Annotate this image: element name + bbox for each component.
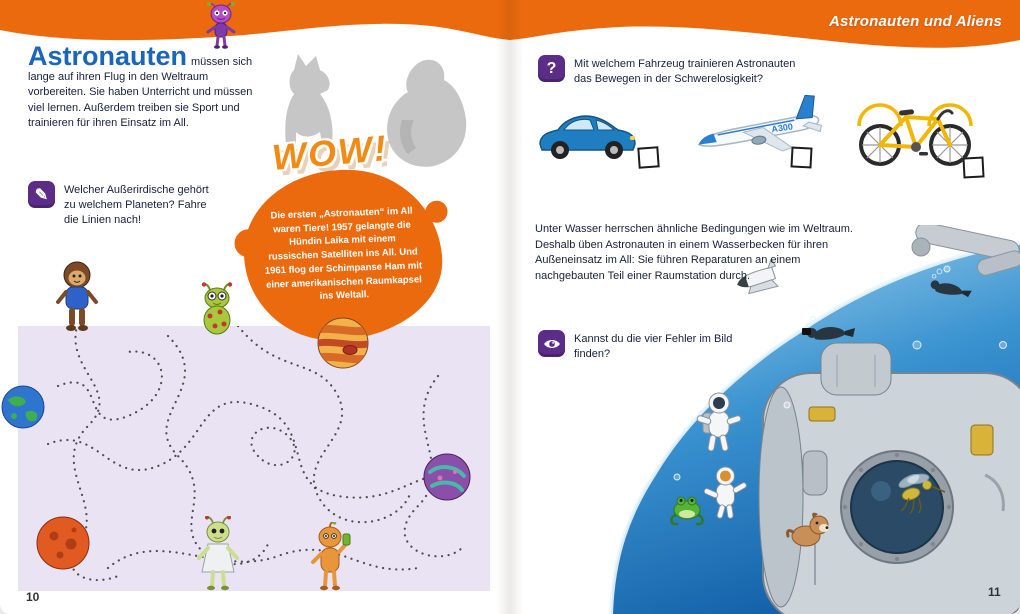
airplane-label: A300 bbox=[770, 121, 794, 135]
bicycle-illustration bbox=[853, 100, 977, 168]
jupiter-planet bbox=[316, 316, 370, 370]
vehicle-question-text: Mit welchem Fahrzeug trainieren Astronauten das Bewegen in der Schwerelosigkeit? bbox=[574, 58, 796, 85]
page-number-right: 11 bbox=[988, 585, 1001, 599]
space-station-module bbox=[759, 343, 1020, 614]
pencil-icon bbox=[28, 181, 55, 208]
mascot-alien-icon bbox=[204, 2, 238, 50]
wow-label: WOW! bbox=[270, 127, 390, 178]
intro-title: Astronauten bbox=[28, 41, 188, 71]
intro-text: müssen sich lange auf ihren Flug in den Weltraum vorbereiten. Sie haben Unterricht und müssen viel lernen. Außerdem treiben sie Sport und trainieren für ihren Einsatz im All. bbox=[28, 56, 253, 129]
eye-glyph bbox=[542, 336, 562, 352]
orange-alien-character bbox=[306, 522, 354, 592]
question-glyph: ? bbox=[546, 59, 557, 77]
chapter-title: Astronauten und Aliens bbox=[828, 13, 1002, 30]
answer-checkbox-airplane[interactable] bbox=[790, 146, 812, 168]
page-number-left: 10 bbox=[26, 590, 40, 604]
intro-paragraph bbox=[28, 41, 268, 131]
pencil-glyph: ✎ bbox=[34, 186, 49, 204]
answer-checkbox-car[interactable] bbox=[637, 146, 659, 168]
green-alien-girl-character bbox=[194, 516, 242, 592]
spotted-alien-character bbox=[192, 282, 242, 338]
eye-icon bbox=[538, 330, 565, 357]
furry-alien-character bbox=[50, 260, 104, 334]
mars-planet bbox=[34, 514, 92, 572]
chimpanzee-silhouette bbox=[382, 56, 470, 172]
purple-planet bbox=[422, 452, 472, 502]
maze-question-text: Welcher Außerirdische gehört zu welchem Planeten? Fahre die Linien nach! bbox=[64, 184, 209, 226]
question-icon bbox=[538, 55, 565, 82]
answer-checkbox-bicycle[interactable] bbox=[962, 156, 984, 178]
find-question-text: Kannst du die vier Fehler im Bild finden? bbox=[574, 333, 733, 360]
fact-text: Die ersten „Astronauten“ im All waren Tiere! 1957 gelangte die Hündin Laika mit einem russischen Satelliten ins All. Und 1961 flog der Schimpanse Ham mit einer amerikanischen Raumkapsel ins Weltall. bbox=[264, 205, 423, 303]
underwater-info-text: Unter Wasser herrschen ähnliche Bedingungen wie im Weltraum. Deshalb üben Astronauten in einem Wasserbecken für ihren Außeneinsatz im All: Sie führen Reparaturen an einem nachgebauten Teil einer Raumstation durch. bbox=[535, 223, 853, 282]
page-fold bbox=[497, 0, 523, 614]
car-illustration bbox=[530, 104, 642, 164]
earth-planet bbox=[0, 384, 46, 430]
